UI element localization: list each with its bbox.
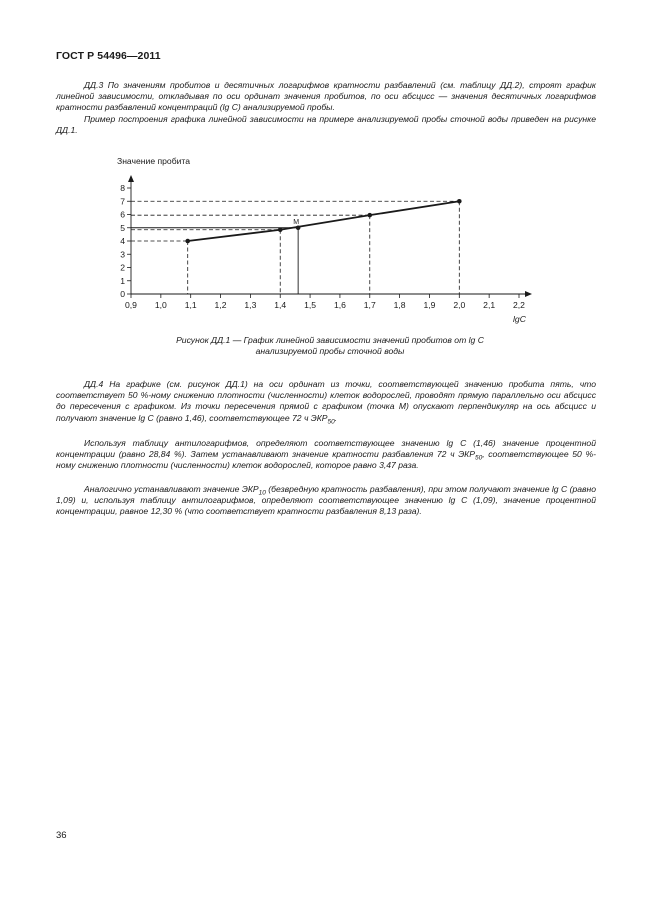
x-axis-label: lgC bbox=[513, 314, 526, 324]
data-point bbox=[278, 227, 283, 232]
probit-line-chart bbox=[100, 152, 550, 332]
x-tick-label: 1,7 bbox=[363, 300, 376, 310]
figure-chart bbox=[100, 152, 550, 332]
paragraph-antilog bbox=[56, 438, 596, 472]
figure-caption-line2: анализируемой пробы сточной воды bbox=[255, 346, 405, 357]
x-tick-label: 1,4 bbox=[274, 300, 287, 310]
figure-caption bbox=[140, 335, 520, 357]
x-tick-label: 1,9 bbox=[423, 300, 436, 310]
y-tick-label: 4 bbox=[120, 236, 125, 246]
paragraph-ekr10-subscript: 10 bbox=[258, 489, 266, 497]
document-header: ГОСТ Р 54496—2011 bbox=[56, 50, 161, 62]
paragraph-antilog-subscript: 50 bbox=[474, 454, 483, 462]
x-tick-label: 1,2 bbox=[214, 300, 227, 310]
x-tick-label: 2,0 bbox=[453, 300, 466, 310]
paragraph-antilog-text-b: , соответствующее 50 %-ному снижению плотности (численности) клеток водорослей, которое равно 3,47 раза. bbox=[56, 449, 596, 471]
y-tick-label: 8 bbox=[120, 183, 125, 193]
x-tick-label: 1,0 bbox=[154, 300, 167, 310]
marker-point-label: М bbox=[293, 218, 300, 226]
y-tick-label: 7 bbox=[120, 196, 125, 207]
x-tick-label: 1,3 bbox=[244, 300, 257, 310]
paragraph-ekr10 bbox=[56, 484, 596, 518]
y-tick-label: 5 bbox=[120, 222, 125, 233]
paragraph-ekr10-text-b: (безвредную кратность разбавления), при этом получают значение lg C (равно 1,09) и, используя таблицу антилогарифмов, определяют соответствующее значению lg C (1,09), значение процентной концентрации, равное 12,30 % (что соответствует кратности разбавления 8,13 раза). bbox=[56, 484, 597, 517]
paragraph-dd4 bbox=[56, 379, 596, 424]
data-series-line bbox=[188, 201, 460, 241]
paragraph-dd4-subscript: 50 bbox=[327, 418, 335, 426]
x-tick-label: 0,9 bbox=[125, 300, 137, 310]
y-tick-label: 3 bbox=[120, 249, 125, 260]
paragraph-dd4-text: ДД.4 На графике (см. рисунок ДД.1) на оси ординат из точки, соответствующей значению пробита пять, что соответствует 50 %-ному снижению плотности (численности) клеток водорослей, проводят прямую параллельно оси абсцисс до пересечения с графиком. Из точки пересечения прямой с графиком (точка М) опускают перпендикуляр на ось абсцисс и получают значение lg C (равно 1,46), соответствующее 72 ч ЭКР bbox=[56, 379, 596, 423]
figure-caption-line1: Рисунок ДД.1 — График линейной зависимости значений пробитов от lg C bbox=[176, 335, 484, 345]
data-point bbox=[367, 213, 372, 218]
data-point bbox=[457, 199, 462, 204]
y-tick-label: 6 bbox=[120, 209, 125, 220]
marker-point-m bbox=[296, 225, 301, 230]
x-tick-label: 1,8 bbox=[393, 300, 406, 310]
y-tick-label: 1 bbox=[120, 275, 125, 286]
paragraph-example: Пример построения графика линейной зависимости на примере анализируемой пробы сточной воды приведен на рисунке ДД.1. bbox=[56, 114, 596, 136]
x-tick-label: 2,1 bbox=[483, 300, 496, 310]
paragraph-dd3: ДД.3 По значениям пробитов и десятичных логарифмов кратности разбавлений (см. таблицу ДД.2), строят график линейной зависимости, откладывая по оси ординат значения пробитов, по оси абсцисс — значения десятичных логарифмов кратности разбавлений концентраций (lg C) анализируемой пробы. bbox=[56, 80, 596, 113]
y-axis-label: Значение пробита bbox=[117, 156, 191, 166]
paragraph-antilog-text-a: Используя таблицу антилогарифмов, определяют соответствующее значению lg C (1,46) значение процентной концентрации (равно 28,84 %). Затем устанавливают значение кратности разбавления 72 ч ЭКР bbox=[56, 438, 596, 460]
y-axis-arrow bbox=[128, 175, 134, 182]
page-number: 36 bbox=[56, 830, 67, 841]
x-tick-label: 1,1 bbox=[184, 300, 197, 310]
y-tick-label: 2 bbox=[120, 262, 125, 273]
x-tick-label: 1,6 bbox=[333, 300, 346, 310]
paragraph-dd4-end: . bbox=[334, 412, 338, 423]
x-tick-label: 1,5 bbox=[304, 300, 317, 310]
data-point bbox=[185, 239, 190, 244]
paragraph-ekr10-text-a: Аналогично устанавливают значение ЭКР bbox=[84, 484, 259, 494]
x-tick-label: 2,2 bbox=[513, 300, 525, 310]
y-tick-label: 0 bbox=[120, 289, 125, 299]
x-axis-arrow bbox=[525, 291, 532, 297]
